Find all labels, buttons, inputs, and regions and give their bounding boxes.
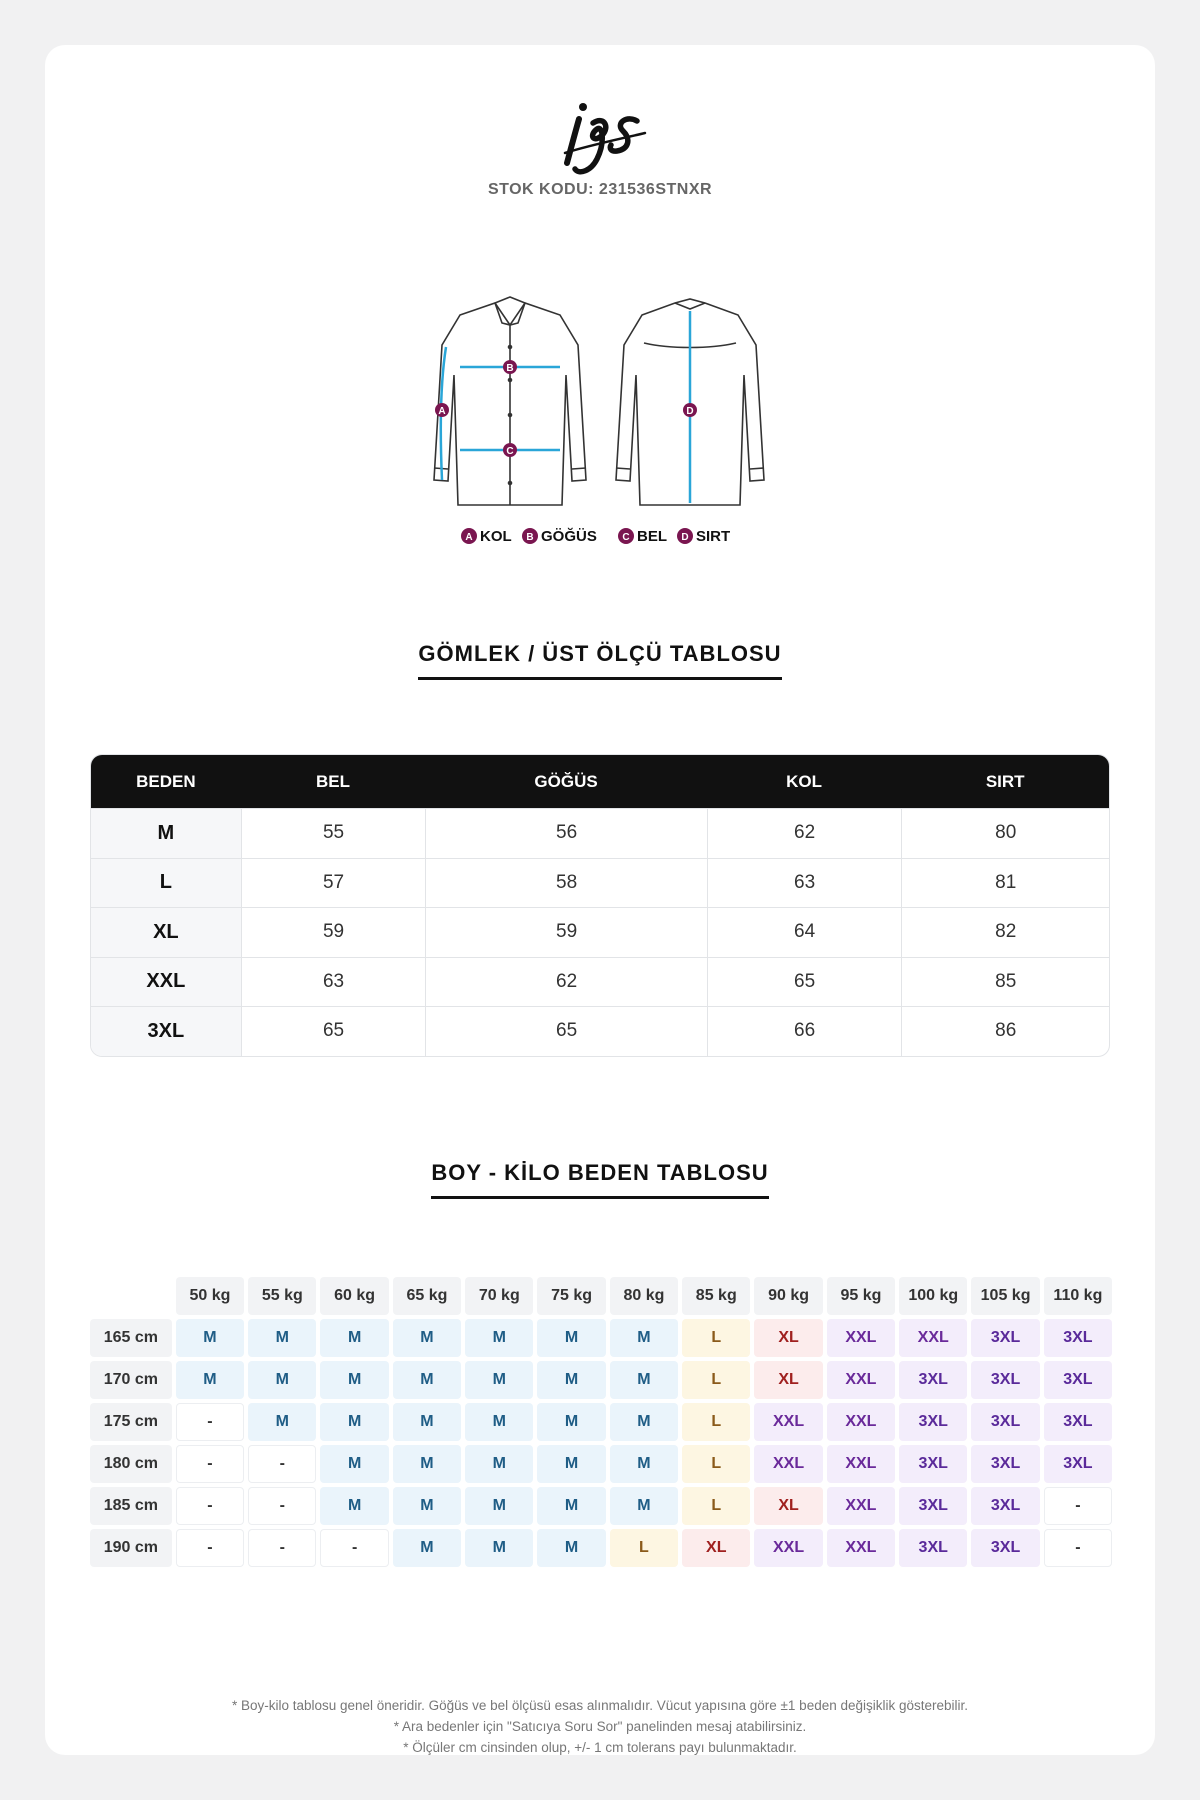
size-recommendation-cell: M [248, 1319, 316, 1357]
size-recommendation-cell: L [682, 1319, 750, 1357]
size-recommendation-cell: M [248, 1361, 316, 1399]
size-recommendation-cell: - [176, 1487, 244, 1525]
size-recommendation-cell: XXL [827, 1487, 895, 1525]
size-recommendation-cell: 3XL [899, 1529, 967, 1567]
size-recommendation-cell: M [393, 1487, 461, 1525]
measure-marker-c [503, 443, 517, 457]
height-label: 165 cm [90, 1319, 172, 1357]
header-beden: BEDEN [136, 771, 196, 791]
height-label: 180 cm [90, 1445, 172, 1483]
svg-text:A: A [465, 532, 473, 543]
height-label: 185 cm [90, 1487, 172, 1525]
svg-text:B: B [506, 363, 514, 374]
size-recommendation-cell: XXL [754, 1403, 822, 1441]
table-row [91, 1006, 1109, 1056]
grid-header-row [90, 1277, 1112, 1315]
header-gogus: GÖĞÜS [534, 771, 598, 791]
grid-row [90, 1319, 1112, 1357]
size-recommendation-cell: 3XL [971, 1403, 1039, 1441]
size-recommendation-cell: M [465, 1487, 533, 1525]
size-recommendation-cell: M [537, 1445, 605, 1483]
size-recommendation-cell: XXL [754, 1529, 822, 1567]
size-recommendation-cell: 3XL [1044, 1445, 1112, 1483]
size-recommendation-cell: M [320, 1445, 388, 1483]
size-recommendation-cell: - [248, 1445, 316, 1483]
svg-text:D: D [681, 532, 689, 543]
size-recommendation-cell: M [537, 1403, 605, 1441]
value-cell: 63 [241, 958, 426, 1007]
size-recommendation-cell: L [682, 1445, 750, 1483]
igs-logo-icon [545, 93, 655, 183]
footnote-1: * Boy-kilo tablosu genel öneridir. Göğüs ve bel ölçüsü esas alınmalıdır. Vücut yapısına göre ±1 beden değişiklik gösterebilir. [231, 1698, 969, 1713]
size-recommendation-cell: 3XL [1044, 1361, 1112, 1399]
legend-label-d: SIRT [696, 528, 731, 545]
size-recommendation-cell: M [393, 1529, 461, 1567]
measure-marker-a [435, 403, 449, 417]
size-recommendation-cell: M [537, 1529, 605, 1567]
size-recommendation-cell: XL [754, 1361, 822, 1399]
weight-header: 50 kg [176, 1277, 244, 1315]
brand-logo [45, 93, 1155, 183]
footnote-2: * Ara bedenler için "Satıcıya Soru Sor" panelinden mesaj atabilirsiniz. [393, 1719, 807, 1734]
size-recommendation-cell: M [465, 1361, 533, 1399]
value-cell: 59 [425, 908, 706, 957]
header-bel: BEL [316, 771, 351, 791]
size-recommendation-cell: XL [682, 1529, 750, 1567]
size-recommendation-cell: M [393, 1319, 461, 1357]
value-cell: 63 [707, 859, 902, 908]
size-recommendation-cell: XXL [827, 1445, 895, 1483]
weight-header: 90 kg [754, 1277, 822, 1315]
size-recommendation-cell: 3XL [971, 1529, 1039, 1567]
size-recommendation-cell: XXL [827, 1529, 895, 1567]
size-recommendation-cell: 3XL [1044, 1319, 1112, 1357]
svg-text:C: C [622, 532, 630, 543]
footnotes [45, 1695, 1155, 1758]
value-cell: 81 [901, 859, 1109, 908]
size-recommendation-cell: 3XL [971, 1445, 1039, 1483]
value-cell: 58 [425, 859, 706, 908]
weight-header: 85 kg [682, 1277, 750, 1315]
size-recommendation-cell: M [610, 1487, 678, 1525]
size-cell: M [91, 809, 241, 858]
size-recommendation-cell: M [610, 1445, 678, 1483]
grid-row [90, 1529, 1112, 1567]
value-cell: 80 [901, 809, 1109, 858]
table-row [91, 957, 1109, 1007]
grid-corner [90, 1277, 172, 1315]
size-recommendation-cell: XL [754, 1319, 822, 1357]
value-cell: 85 [901, 958, 1109, 1007]
size-cell: XL [91, 908, 241, 957]
size-recommendation-cell: 3XL [971, 1319, 1039, 1357]
size-section-title [45, 1160, 1155, 1199]
weight-header: 60 kg [320, 1277, 388, 1315]
value-cell: 86 [901, 1007, 1109, 1056]
shirt-measurement-diagram [45, 275, 1155, 555]
size-recommendation-cell: M [320, 1361, 388, 1399]
legend-label-b: GÖĞÜS [541, 528, 597, 545]
size-cell: L [91, 859, 241, 908]
size-recommendation-cell: M [610, 1361, 678, 1399]
size-recommendation-cell: - [1044, 1529, 1112, 1567]
size-recommendation-cell: M [393, 1403, 461, 1441]
value-cell: 65 [425, 1007, 706, 1056]
size-recommendation-cell: M [610, 1319, 678, 1357]
diagram-legend [461, 527, 730, 545]
table-row [91, 858, 1109, 908]
weight-header: 100 kg [899, 1277, 967, 1315]
svg-text:C: C [506, 446, 514, 457]
size-recommendation-cell: M [537, 1487, 605, 1525]
footnote-3: * Ölçüler cm cinsinden olup, +/- 1 cm tolerans payı bulunmaktadır. [403, 1740, 797, 1755]
svg-text:B: B [526, 532, 534, 543]
weight-header: 65 kg [393, 1277, 461, 1315]
size-recommendation-cell: M [465, 1445, 533, 1483]
table-header-row [91, 755, 1109, 808]
weight-header: 95 kg [827, 1277, 895, 1315]
measure-title-text: GÖMLEK / ÜST ÖLÇÜ TABLOSU [418, 641, 781, 680]
header-kol: KOL [786, 771, 823, 791]
size-recommendation-cell: 3XL [1044, 1403, 1112, 1441]
size-recommendation-cell: - [248, 1529, 316, 1567]
legend-label-c: BEL [637, 528, 667, 545]
shirt-diagram-svg [400, 275, 800, 555]
size-recommendation-cell: 3XL [899, 1403, 967, 1441]
svg-text:D: D [686, 406, 694, 417]
size-recommendation-cell: M [465, 1529, 533, 1567]
size-recommendation-cell: 3XL [971, 1361, 1039, 1399]
grid-row [90, 1487, 1112, 1525]
size-recommendation-cell: M [393, 1361, 461, 1399]
height-label: 190 cm [90, 1529, 172, 1567]
height-label: 175 cm [90, 1403, 172, 1441]
size-recommendation-cell: L [682, 1361, 750, 1399]
svg-text:A: A [438, 406, 446, 417]
value-cell: 62 [707, 809, 902, 858]
weight-header: 70 kg [465, 1277, 533, 1315]
measure-marker-d [683, 403, 697, 417]
value-cell: 65 [707, 958, 902, 1007]
measure-section-title [45, 641, 1155, 680]
size-recommendation-cell: - [176, 1445, 244, 1483]
size-recommendation-cell: - [176, 1529, 244, 1567]
size-recommendation-cell: XL [754, 1487, 822, 1525]
table-body [91, 808, 1109, 1056]
value-cell: 59 [241, 908, 426, 957]
size-recommendation-cell: L [682, 1487, 750, 1525]
value-cell: 65 [241, 1007, 426, 1056]
size-title-text: BOY - KİLO BEDEN TABLOSU [431, 1160, 768, 1199]
size-recommendation-cell: - [320, 1529, 388, 1567]
size-recommendation-cell: 3XL [971, 1487, 1039, 1525]
value-cell: 57 [241, 859, 426, 908]
height-label: 170 cm [90, 1361, 172, 1399]
size-recommendation-cell: M [320, 1487, 388, 1525]
size-guide-card [45, 45, 1155, 1755]
size-recommendation-cell: M [248, 1403, 316, 1441]
value-cell: 82 [901, 908, 1109, 957]
size-cell: 3XL [91, 1007, 241, 1056]
weight-header: 75 kg [537, 1277, 605, 1315]
grid-row [90, 1445, 1112, 1483]
size-recommendation-cell: L [610, 1529, 678, 1567]
size-recommendation-cell: M [393, 1445, 461, 1483]
value-cell: 64 [707, 908, 902, 957]
size-recommendation-cell: M [176, 1361, 244, 1399]
value-cell: 66 [707, 1007, 902, 1056]
size-recommendation-cell: - [1044, 1487, 1112, 1525]
weight-header: 80 kg [610, 1277, 678, 1315]
value-cell: 62 [425, 958, 706, 1007]
size-recommendation-cell: M [610, 1403, 678, 1441]
size-recommendation-cell: M [465, 1403, 533, 1441]
value-cell: 55 [241, 809, 426, 858]
table-row [91, 907, 1109, 957]
size-recommendation-cell: XXL [827, 1403, 895, 1441]
table-row [91, 808, 1109, 858]
weight-header: 55 kg [248, 1277, 316, 1315]
header-sirt: SIRT [985, 771, 1025, 791]
weight-header: 105 kg [971, 1277, 1039, 1315]
stock-code: STOK KODU: 231536STNXR [487, 181, 713, 198]
size-cell: XXL [91, 958, 241, 1007]
weight-header: 110 kg [1044, 1277, 1112, 1315]
size-recommendation-cell: M [176, 1319, 244, 1357]
grid-row [90, 1403, 1112, 1441]
size-recommendation-cell: 3XL [899, 1445, 967, 1483]
size-recommendation-cell: 3XL [899, 1487, 967, 1525]
size-recommendation-cell: M [320, 1319, 388, 1357]
height-weight-grid [90, 1277, 1112, 1571]
size-recommendation-cell: M [537, 1319, 605, 1357]
size-recommendation-cell: 3XL [899, 1361, 967, 1399]
measurement-table [90, 754, 1110, 1057]
legend-label-a: KOL [480, 528, 512, 545]
value-cell: 56 [425, 809, 706, 858]
size-recommendation-cell: M [320, 1403, 388, 1441]
size-recommendation-cell: XXL [827, 1319, 895, 1357]
measure-marker-b [503, 360, 517, 374]
size-recommendation-cell: XXL [899, 1319, 967, 1357]
size-recommendation-cell: L [682, 1403, 750, 1441]
size-recommendation-cell: - [176, 1403, 244, 1441]
grid-body [90, 1319, 1112, 1567]
size-recommendation-cell: XXL [827, 1361, 895, 1399]
size-recommendation-cell: M [465, 1319, 533, 1357]
grid-row [90, 1361, 1112, 1399]
size-recommendation-cell: - [248, 1487, 316, 1525]
size-recommendation-cell: XXL [754, 1445, 822, 1483]
size-recommendation-cell: M [537, 1361, 605, 1399]
shirt-front-icon [434, 297, 586, 505]
